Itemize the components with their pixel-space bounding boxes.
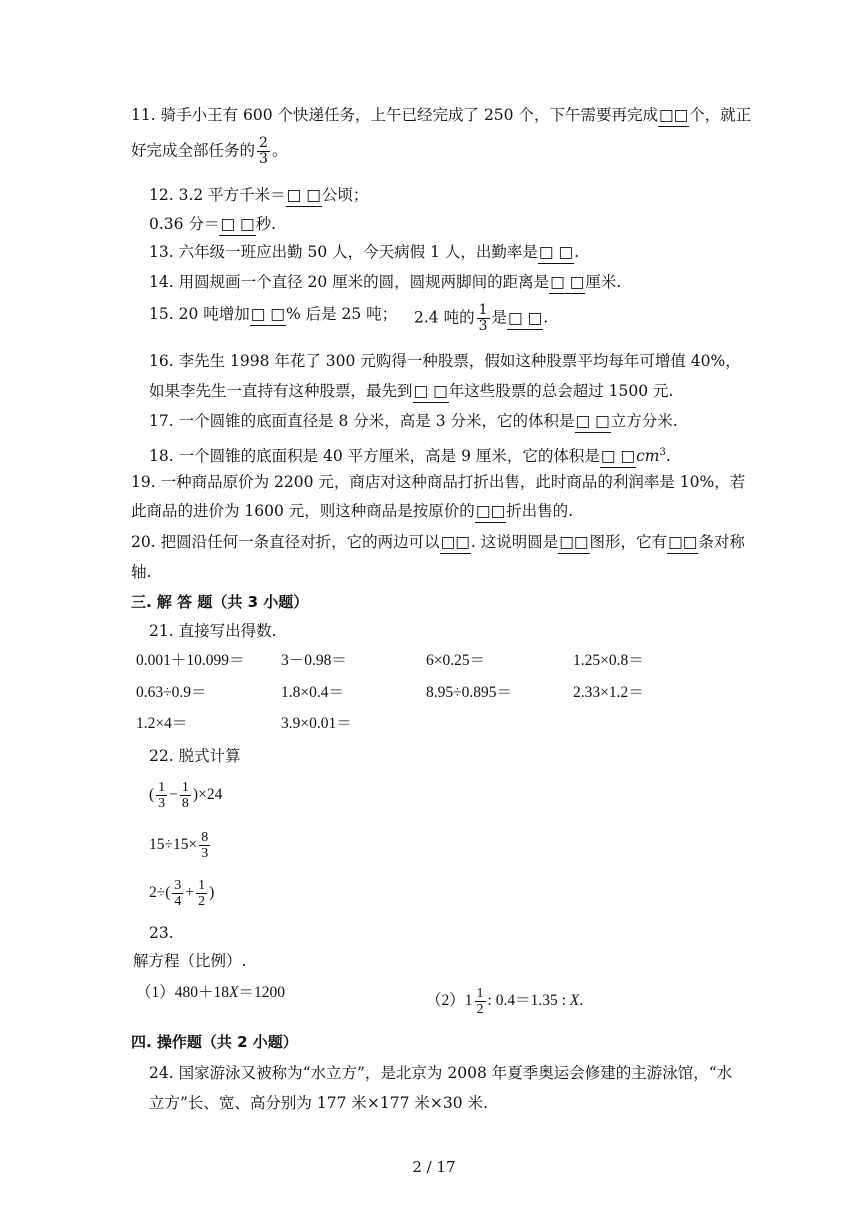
q23-number: 23. (149, 924, 174, 942)
q13-blank: □ □ (538, 241, 574, 264)
q11-blank: □□ (658, 104, 689, 127)
q20-line2: 轴. (131, 563, 152, 581)
q11-line2: 好完成全部任务的 $\frac{2}{3}$ 。 (131, 135, 288, 167)
q21-item: 1.2×4＝ (136, 715, 188, 732)
q20-line1: 20. 把圆沿任何一条直径对折，它的两边可以□□. 这说明圆是□□图形，它有□□条对称 (131, 531, 745, 554)
q11-text-3: 好完成全部任务的 (131, 141, 256, 160)
q15-line-part2: 2.4 吨的 $\frac{1}{3}$ 是□ □. (414, 302, 549, 334)
q15-blank-1: □ □ (250, 303, 286, 326)
q22-title: 22. 脱式计算 (149, 747, 241, 765)
q17-line: 17. 一个圆锥的底面直径是 8 分米，高是 3 分米，它的体积是□ □立方分米. (149, 410, 678, 433)
q21-title: 21. 直接写出得数. (149, 622, 277, 640)
q16-line1: 16. 李先生 1998 年花了 300 元购得一种股票，假如这种股票平均每年可增值 40%， (149, 352, 741, 370)
q23-equation-1: （1）480＋18X＝1200 (136, 984, 286, 1001)
q16-line2: 如果李先生一直持有这种股票，最先到□ □年这些股票的总会超过 1500 元. (149, 380, 673, 403)
q17-blank: □ □ (575, 410, 611, 433)
q12-line2: 0.36 分＝□ □秒. (149, 213, 276, 236)
q20-blank-2: □□ (558, 531, 589, 554)
q11-line1 (131, 104, 751, 127)
q15-blank-2: □ □ (507, 307, 543, 330)
q21-item: 3－0.98＝ (281, 652, 347, 669)
q11-fraction: $\frac{2}{3}$ (259, 135, 268, 167)
q21-item: 3.9×0.01＝ (281, 715, 352, 732)
q19-line1: 19. 一种商品原价为 2200 元，商店对这种商品打折出售，此时商品的利润率是 10%，若 (131, 473, 746, 491)
q23-title: 解方程（比例）. (133, 952, 247, 970)
q21-item: 6×0.25＝ (426, 652, 486, 669)
q11-text: 11. 骑手小王有 600 个快递任务，上午已经完成了 250 个，下午需要再完成 (131, 106, 658, 124)
q16-blank: □ □ (413, 380, 449, 403)
section-4-heading: 四. 操作题（共 2 小题） (131, 1033, 298, 1051)
q15-fraction: $\frac{1}{3}$ (478, 302, 488, 334)
q15-line: 15. 20 吨增加□ □% 后是 25 吨； (149, 303, 397, 326)
page-number: 2 / 17 (412, 1158, 456, 1176)
q14-line: 14. 用圆规画一个直径 20 厘米的圆，圆规两脚间的距离是□ □厘米. (149, 271, 621, 294)
q12-blank-2: □ □ (219, 213, 255, 236)
q20-blank-3: □□ (667, 531, 698, 554)
q22-expression-1: ( $\frac{1}{3}$ − $\frac{1}{8}$ )×24 (149, 780, 223, 811)
q21-item: 8.95÷0.895＝ (426, 684, 513, 701)
q14-blank: □ □ (549, 271, 585, 294)
q13-line: 13. 六年级一班应出勤 50 人，今天病假 1 人，出勤率是□ □. (149, 241, 579, 264)
q21-item: 1.8×0.4＝ (281, 684, 344, 701)
q12-line1: 12. 3.2 平方千米＝□ □公顷； (149, 184, 368, 207)
q18-line: 18. 一个圆锥的底面积是 40 平方厘米，高是 9 厘米，它的体积是□ $□cm^3$. (149, 442, 671, 468)
q21-item: 2.33×1.2＝ (573, 684, 644, 701)
q24-line2: 立方”长、宽、高分别为 177 米×177 米×30 米. (149, 1094, 488, 1112)
q22-expression-3: 2÷( $\frac{3}{4}$ + $\frac{1}{2}$ ) (149, 878, 215, 909)
q18-blank: □ □ (600, 445, 636, 468)
q21-item: 0.001＋10.099＝ (136, 652, 245, 669)
q23-equation-2: （2）1 $\frac{1}{2}$ : 0.4＝1.35 : X. (426, 986, 584, 1017)
q19-line2: 此商品的进价为 1600 元，则这种商品是按原价的□□折出售的. (131, 500, 573, 523)
q22-expression-2: 15÷15× $\frac{8}{3}$ (149, 830, 209, 861)
q20-blank-1: □□ (440, 531, 471, 554)
q21-item: 1.25×0.8＝ (573, 652, 644, 669)
q19-blank: □□ (475, 500, 506, 523)
q24-line1: 24. 国家游泳又被称为“水立方”，是北京为 2008 年夏季奥运会修建的主游泳馆，“水 (149, 1064, 733, 1082)
q21-item: 0.63÷0.9＝ (136, 684, 207, 701)
q11-text-2: 个，就正 (689, 106, 752, 124)
section-3-heading: 三. 解 答 题（共 3 小题） (131, 593, 309, 611)
q12-blank-1: □ □ (286, 184, 322, 207)
